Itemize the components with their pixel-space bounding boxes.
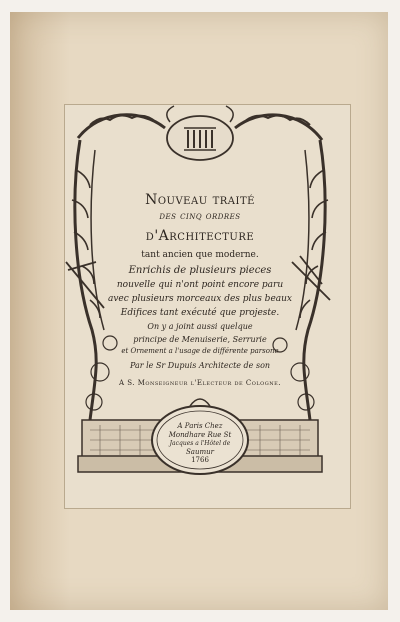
- title-line-2: des cinq ordres: [159, 211, 241, 222]
- top-cartouche: [167, 106, 233, 160]
- body-line-4: Edifices tant exécuté que projeste.: [120, 308, 280, 318]
- title-line-3: d'Architecture: [145, 228, 255, 244]
- imprint-line-2: Mondhare Rue St: [168, 431, 232, 439]
- body-line-1: Enrichis de plusieurs pieces: [128, 265, 272, 276]
- title-line-4: tant ancien que moderne.: [141, 250, 259, 260]
- body-line-5: On y a joint aussi quelque: [147, 322, 253, 331]
- body-line-7: et Ornement a l'usage de différente parsone: [121, 347, 279, 355]
- body-line-3: avec plusieurs morceaux des plus beaux: [107, 294, 293, 304]
- imprint-line-4: Saumur: [186, 448, 214, 456]
- dedication: A S. Monseigneur l'Electeur de Cologne.: [118, 379, 282, 387]
- body-line-6: principe de Menuiserie, Serrurie: [133, 335, 267, 344]
- imprint-line-3: Jacques a l'Hôtel de: [169, 440, 231, 447]
- imprint-year: 1766: [191, 456, 209, 464]
- title-line-1: Nouveau traité: [145, 192, 255, 208]
- body-line-2: nouvelle qui n'ont point encore paru: [116, 280, 284, 290]
- imprint-line-1: A Paris Chez: [177, 422, 223, 430]
- body-line-8: Par le Sr Dupuis Architecte de son: [129, 361, 271, 370]
